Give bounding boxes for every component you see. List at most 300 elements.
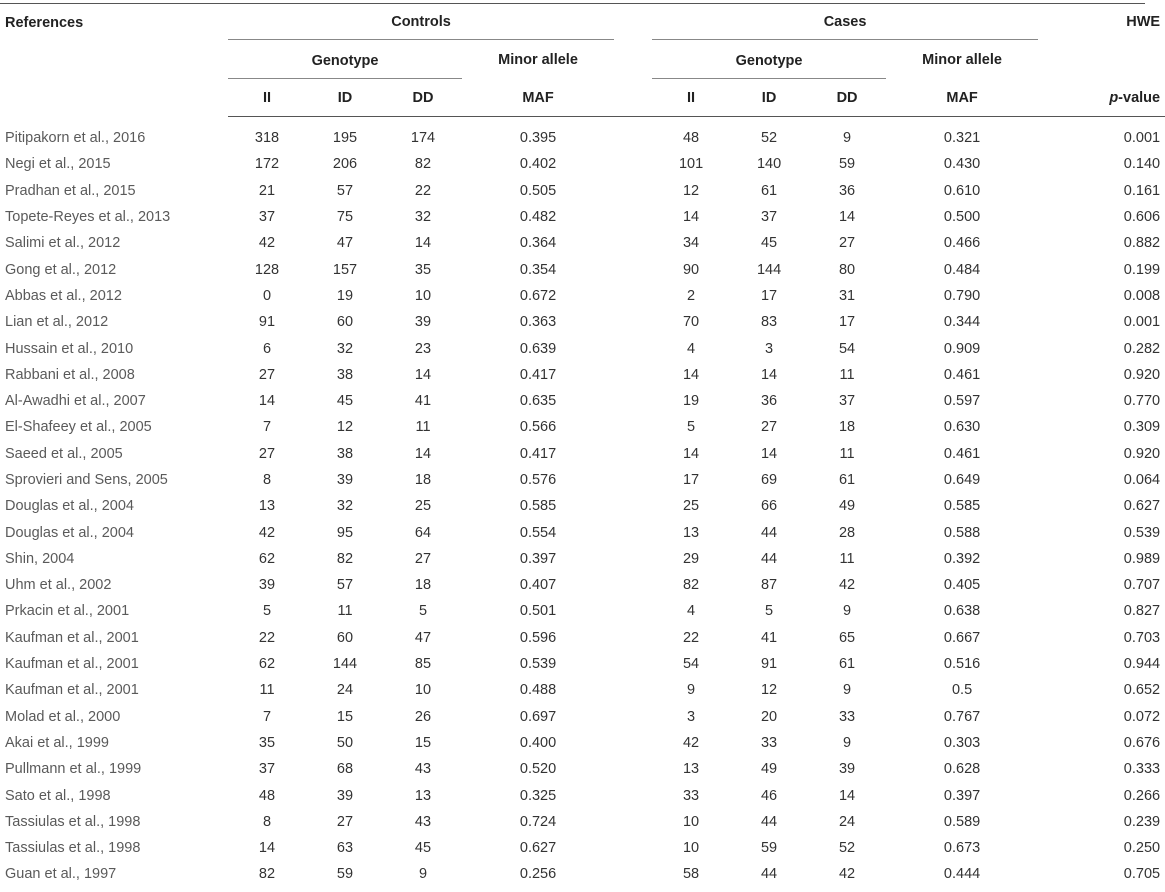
p-suffix: -value xyxy=(1118,90,1161,106)
controls-id-cell: 60 xyxy=(336,629,354,646)
controls-ii-cell: 27 xyxy=(258,445,276,462)
table-row xyxy=(0,309,1165,335)
cases-maf-cell: 0.649 xyxy=(943,472,981,488)
controls-dd-cell: 23 xyxy=(414,340,432,357)
controls-maf-cell: 0.402 xyxy=(519,156,557,173)
controls-maf-cell: 0.488 xyxy=(519,682,557,699)
reference-cell: Pradhan et al., 2015 xyxy=(5,182,136,199)
cases-maf-cell: 0.597 xyxy=(943,393,981,410)
controls-ii-cell: 91 xyxy=(258,314,276,331)
table-row xyxy=(0,861,1165,887)
controls-dd-cell: 18 xyxy=(414,577,432,594)
cases-dd-cell: 24 xyxy=(838,813,856,830)
controls-maf-header: MAF xyxy=(462,80,614,117)
cases-dd-cell: 27 xyxy=(838,235,856,252)
cases-id-cell: 44 xyxy=(760,550,778,567)
controls-id-cell: 59 xyxy=(336,866,354,883)
cases-maf-cell: 0.5 xyxy=(951,682,973,699)
table-row xyxy=(0,414,1165,440)
cases-ii-cell: 29 xyxy=(682,550,700,567)
cases-ii-cell: 10 xyxy=(682,813,700,830)
reference-cell: Akai et al., 1999 xyxy=(5,734,109,751)
controls-id-cell: 45 xyxy=(336,393,354,410)
hwe-p-value-cell: 0.707 xyxy=(1123,577,1161,594)
reference-cell: El-Shafeey et al., 2005 xyxy=(5,419,152,436)
cases-ii-cell: 58 xyxy=(682,866,700,883)
cases-maf-cell: 0.610 xyxy=(943,182,981,199)
reference-cell: Tassiulas et al., 1998 xyxy=(5,840,141,857)
cases-id-cell: 52 xyxy=(760,130,778,147)
hwe-p-value-cell: 0.266 xyxy=(1123,787,1161,804)
cases-id-header: ID xyxy=(730,80,808,117)
controls-id-cell: 95 xyxy=(336,524,354,541)
hwe-p-value-cell: 0.989 xyxy=(1123,550,1161,567)
reference-cell: Tassiulas et al., 1998 xyxy=(5,813,141,830)
cases-dd-cell: 39 xyxy=(838,761,856,778)
table-row xyxy=(0,625,1165,651)
controls-id-cell: 27 xyxy=(336,813,354,830)
controls-dd-cell: 10 xyxy=(414,287,432,304)
reference-cell: Douglas et al., 2004 xyxy=(5,498,134,515)
controls-ii-cell: 42 xyxy=(258,524,276,541)
table-row xyxy=(0,178,1165,204)
controls-dd-cell: 82 xyxy=(414,156,432,173)
controls-dd-cell: 14 xyxy=(414,366,432,383)
reference-cell: Sprovieri and Sens, 2005 xyxy=(5,472,168,488)
controls-id-cell: 50 xyxy=(336,734,354,751)
cases-maf-cell: 0.461 xyxy=(943,366,981,383)
cases-dd-cell: 11 xyxy=(839,366,855,383)
reference-cell: Guan et al., 1997 xyxy=(5,866,117,883)
reference-cell: Shin, 2004 xyxy=(5,550,75,567)
cases-id-cell: 27 xyxy=(760,419,778,436)
genotype-table xyxy=(0,4,1165,888)
cases-dd-cell: 28 xyxy=(838,524,856,541)
controls-maf-cell: 0.501 xyxy=(519,603,557,620)
cases-ii-cell: 17 xyxy=(682,472,700,488)
hwe-p-value-cell: 0.606 xyxy=(1123,209,1161,226)
cases-ii-cell: 13 xyxy=(682,524,700,541)
reference-cell: Lian et al., 2012 xyxy=(5,314,109,331)
controls-dd-cell: 27 xyxy=(414,550,432,567)
controls-dd-cell: 32 xyxy=(414,209,432,226)
cases-dd-cell: 33 xyxy=(838,708,856,725)
table-row xyxy=(0,204,1165,230)
controls-dd-cell: 10 xyxy=(414,682,432,699)
table-row xyxy=(0,598,1165,624)
p-italic: p xyxy=(1109,90,1119,106)
controls-maf-cell: 0.363 xyxy=(519,314,557,331)
cases-ii-cell: 5 xyxy=(687,419,696,436)
cases-id-cell: 14 xyxy=(760,366,778,383)
controls-ii-cell: 172 xyxy=(254,156,280,173)
controls-maf-cell: 0.724 xyxy=(519,813,557,830)
controls-ii-cell: 27 xyxy=(258,366,276,383)
cases-ii-cell: 4 xyxy=(687,340,696,357)
controls-minor-allele-header: Minor allele xyxy=(498,52,578,68)
table-row xyxy=(0,388,1165,414)
hwe-header: HWE xyxy=(1126,14,1161,30)
cases-dd-cell: 9 xyxy=(843,734,852,751)
table-row xyxy=(0,546,1165,572)
controls-dd-cell: 39 xyxy=(414,314,432,331)
cases-ii-cell: 4 xyxy=(687,603,696,620)
controls-dd-cell: 35 xyxy=(414,261,432,278)
cases-ii-cell: 82 xyxy=(682,577,700,594)
table-row xyxy=(0,677,1165,703)
cases-id-cell: 59 xyxy=(760,840,778,857)
cases-dd-cell: 11 xyxy=(839,445,855,462)
cases-maf-cell: 0.630 xyxy=(943,419,981,436)
cases-ii-cell: 14 xyxy=(682,445,700,462)
controls-ii-cell: 35 xyxy=(258,734,276,751)
controls-dd-cell: 11 xyxy=(415,419,431,436)
hwe-p-value-cell: 0.239 xyxy=(1123,813,1161,830)
controls-maf-cell: 0.256 xyxy=(519,866,557,883)
hwe-p-value-cell: 0.309 xyxy=(1123,419,1161,436)
reference-cell: Gong et al., 2012 xyxy=(5,261,117,278)
cases-minor-allele-header: Minor allele xyxy=(922,52,1002,68)
controls-id-cell: 206 xyxy=(332,156,358,173)
hwe-p-value-cell: 0.676 xyxy=(1123,734,1161,751)
cases-maf-cell: 0.588 xyxy=(943,524,981,541)
cases-id-cell: 5 xyxy=(765,603,774,620)
table-row xyxy=(0,835,1165,861)
cases-ii-cell: 48 xyxy=(682,130,700,147)
cases-dd-cell: 80 xyxy=(838,261,856,278)
cases-dd-cell: 17 xyxy=(838,314,856,331)
controls-maf-cell: 0.554 xyxy=(519,524,557,541)
controls-maf-cell: 0.417 xyxy=(519,366,557,383)
reference-cell: Uhm et al., 2002 xyxy=(5,577,112,594)
controls-header: Controls xyxy=(228,4,614,40)
cases-ii-cell: 101 xyxy=(678,156,704,173)
table-row xyxy=(0,704,1165,730)
hwe-p-value-cell: 0.140 xyxy=(1123,156,1161,173)
controls-id-cell: 68 xyxy=(336,761,354,778)
controls-dd-cell: 47 xyxy=(414,629,432,646)
controls-maf-cell: 0.697 xyxy=(519,708,557,725)
cases-maf-cell: 0.909 xyxy=(943,340,981,357)
cases-id-cell: 44 xyxy=(760,813,778,830)
cases-dd-cell: 61 xyxy=(838,472,856,488)
cases-id-cell: 140 xyxy=(756,156,782,173)
controls-id-cell: 57 xyxy=(336,577,354,594)
cases-dd-cell: 61 xyxy=(838,656,856,673)
hwe-p-value-cell: 0.161 xyxy=(1123,182,1161,199)
controls-maf-cell: 0.576 xyxy=(519,472,557,488)
cases-ii-cell: 90 xyxy=(682,261,700,278)
cases-ii-cell: 42 xyxy=(682,734,700,751)
controls-id-cell: 63 xyxy=(336,840,354,857)
cases-dd-cell: 11 xyxy=(839,550,855,567)
controls-dd-cell: 5 xyxy=(418,603,428,620)
controls-maf-cell: 0.364 xyxy=(519,235,557,252)
controls-dd-cell: 43 xyxy=(414,813,432,830)
cases-ii-cell: 34 xyxy=(682,235,700,252)
cases-ii-cell: 12 xyxy=(682,182,700,199)
cases-maf-cell: 0.392 xyxy=(943,550,981,567)
cases-maf-cell: 0.667 xyxy=(943,629,981,646)
reference-cell: Negi et al., 2015 xyxy=(5,156,111,173)
cases-maf-header: MAF xyxy=(886,80,1038,117)
controls-dd-cell: 22 xyxy=(414,182,432,199)
cases-id-cell: 69 xyxy=(760,472,778,488)
cases-id-cell: 66 xyxy=(760,498,778,515)
controls-maf-cell: 0.596 xyxy=(519,629,557,646)
cases-maf-cell: 0.461 xyxy=(943,445,981,462)
cases-maf-cell: 0.500 xyxy=(943,209,981,226)
controls-ii-cell: 62 xyxy=(258,550,276,567)
reference-cell: Rabbani et al., 2008 xyxy=(5,366,135,383)
controls-maf-cell: 0.400 xyxy=(519,734,557,751)
controls-maf-cell: 0.397 xyxy=(519,550,557,567)
hwe-p-value-cell: 0.199 xyxy=(1123,261,1161,278)
cases-id-cell: 91 xyxy=(760,656,778,673)
cases-dd-cell: 36 xyxy=(838,182,856,199)
controls-id-cell: 38 xyxy=(336,366,354,383)
cases-genotype-header: Genotype xyxy=(652,42,886,79)
controls-maf-cell: 0.505 xyxy=(519,182,557,199)
reference-cell: Douglas et al., 2004 xyxy=(5,524,134,541)
cases-ii-cell: 10 xyxy=(682,840,700,857)
cases-dd-header: DD xyxy=(808,80,886,117)
hwe-p-value-cell: 0.250 xyxy=(1123,840,1161,857)
hwe-p-value-cell: 0.920 xyxy=(1123,366,1161,383)
controls-id-cell: 11 xyxy=(337,603,353,620)
reference-cell: Kaufman et al., 2001 xyxy=(5,682,139,699)
col-references: References xyxy=(5,15,84,31)
controls-dd-header: DD xyxy=(384,80,462,117)
cases-dd-cell: 9 xyxy=(843,682,852,699)
hwe-p-value-cell: 0.333 xyxy=(1123,761,1161,778)
hwe-p-value-cell: 0.282 xyxy=(1123,340,1161,357)
controls-ii-cell: 8 xyxy=(262,813,272,830)
cases-maf-cell: 0.405 xyxy=(943,577,981,594)
cases-id-cell: 36 xyxy=(760,393,778,410)
controls-dd-cell: 41 xyxy=(414,393,432,410)
controls-maf-cell: 0.354 xyxy=(519,261,557,278)
cases-id-cell: 44 xyxy=(760,524,778,541)
controls-maf-cell: 0.395 xyxy=(519,130,557,147)
cases-maf-cell: 0.430 xyxy=(943,156,981,173)
hwe-p-value-cell: 0.944 xyxy=(1123,656,1161,673)
controls-dd-cell: 43 xyxy=(414,761,432,778)
reference-cell: Al-Awadhi et al., 2007 xyxy=(5,393,146,410)
controls-id-header: ID xyxy=(306,80,384,117)
cases-id-cell: 3 xyxy=(765,340,774,357)
cases-id-cell: 144 xyxy=(756,261,782,278)
table-row xyxy=(0,782,1165,808)
controls-ii-cell: 7 xyxy=(262,419,272,436)
controls-maf-cell: 0.639 xyxy=(519,340,557,357)
table-row xyxy=(0,441,1165,467)
controls-ii-header: II xyxy=(228,80,306,117)
controls-id-cell: 57 xyxy=(336,182,354,199)
controls-id-cell: 144 xyxy=(332,656,358,673)
reference-cell: Molad et al., 2000 xyxy=(5,708,121,725)
cases-ii-cell: 22 xyxy=(682,629,700,646)
cases-maf-cell: 0.303 xyxy=(943,734,981,751)
controls-ii-cell: 22 xyxy=(258,629,276,646)
cases-dd-cell: 52 xyxy=(838,840,856,857)
controls-ii-cell: 39 xyxy=(258,577,276,594)
controls-dd-cell: 85 xyxy=(414,656,432,673)
hwe-p-value-cell: 0.072 xyxy=(1123,708,1161,725)
hwe-p-value-cell: 0.539 xyxy=(1123,524,1161,541)
table-row xyxy=(0,651,1165,677)
cases-id-cell: 46 xyxy=(760,787,778,804)
cases-dd-cell: 18 xyxy=(838,419,856,436)
cases-ii-cell: 14 xyxy=(682,209,700,226)
cases-ii-header: II xyxy=(652,80,730,117)
controls-ii-cell: 13 xyxy=(258,498,276,515)
controls-id-cell: 38 xyxy=(336,445,354,462)
controls-dd-cell: 45 xyxy=(414,840,432,857)
controls-id-cell: 195 xyxy=(332,130,358,147)
cases-id-cell: 12 xyxy=(760,682,778,699)
controls-ii-cell: 5 xyxy=(262,603,272,620)
cases-maf-cell: 0.466 xyxy=(943,235,981,252)
table-row xyxy=(0,230,1165,256)
cases-ii-cell: 9 xyxy=(687,682,696,699)
cases-dd-cell: 49 xyxy=(838,498,856,515)
controls-maf-cell: 0.407 xyxy=(519,577,557,594)
controls-dd-cell: 13 xyxy=(414,787,432,804)
controls-maf-cell: 0.566 xyxy=(519,419,557,436)
cases-ii-cell: 14 xyxy=(682,366,700,383)
cases-id-cell: 87 xyxy=(760,577,778,594)
hwe-p-value-cell: 0.008 xyxy=(1123,287,1161,304)
cases-maf-cell: 0.484 xyxy=(943,261,981,278)
cases-id-cell: 45 xyxy=(760,235,778,252)
table-row xyxy=(0,519,1165,545)
controls-dd-cell: 14 xyxy=(414,235,432,252)
cases-id-cell: 37 xyxy=(760,209,778,226)
controls-ii-cell: 7 xyxy=(262,708,272,725)
cases-ii-cell: 3 xyxy=(687,708,696,725)
hwe-p-value-cell: 0.827 xyxy=(1123,603,1161,620)
cases-id-cell: 49 xyxy=(760,761,778,778)
cases-id-cell: 41 xyxy=(760,629,778,646)
cases-dd-cell: 37 xyxy=(838,393,856,410)
cases-ii-cell: 2 xyxy=(687,287,696,304)
table-row xyxy=(0,572,1165,598)
controls-maf-cell: 0.627 xyxy=(519,840,557,857)
controls-ii-cell: 11 xyxy=(259,682,275,699)
hwe-p-value-cell: 0.001 xyxy=(1123,130,1161,147)
controls-id-cell: 47 xyxy=(336,235,354,252)
controls-ii-cell: 14 xyxy=(258,840,276,857)
controls-maf-cell: 0.635 xyxy=(519,393,557,410)
hwe-p-value-cell: 0.882 xyxy=(1123,235,1161,252)
cases-dd-cell: 65 xyxy=(838,629,856,646)
cases-ii-cell: 13 xyxy=(682,761,700,778)
table-row xyxy=(0,335,1165,361)
cases-ii-cell: 33 xyxy=(682,787,700,804)
controls-id-cell: 157 xyxy=(332,261,358,278)
reference-cell: Hussain et al., 2010 xyxy=(5,340,134,357)
cases-id-cell: 61 xyxy=(760,182,778,199)
controls-dd-cell: 25 xyxy=(414,498,432,515)
controls-ii-cell: 62 xyxy=(258,656,276,673)
controls-dd-cell: 26 xyxy=(414,708,432,725)
table-row xyxy=(0,730,1165,756)
cases-dd-cell: 14 xyxy=(838,787,856,804)
table-header xyxy=(0,4,1165,117)
reference-cell: Topete-Reyes et al., 2013 xyxy=(5,209,171,226)
cases-dd-cell: 42 xyxy=(838,866,856,883)
cases-id-cell: 17 xyxy=(760,287,778,304)
cases-maf-cell: 0.589 xyxy=(943,813,981,830)
cases-maf-cell: 0.628 xyxy=(943,761,981,778)
controls-ii-cell: 42 xyxy=(258,235,276,252)
hwe-p-value-cell: 0.703 xyxy=(1123,629,1161,646)
hwe-p-value-cell: 0.920 xyxy=(1123,445,1161,462)
reference-cell: Prkacin et al., 2001 xyxy=(5,603,130,620)
controls-ii-cell: 82 xyxy=(258,866,276,883)
controls-maf-cell: 0.520 xyxy=(519,761,557,778)
controls-id-cell: 19 xyxy=(336,287,354,304)
controls-dd-cell: 64 xyxy=(414,524,432,541)
hwe-p-value-cell: 0.652 xyxy=(1123,682,1161,699)
controls-dd-cell: 9 xyxy=(418,866,428,883)
reference-cell: Kaufman et al., 2001 xyxy=(5,629,139,646)
cases-id-cell: 20 xyxy=(760,708,778,725)
controls-maf-cell: 0.672 xyxy=(519,287,557,304)
controls-id-cell: 39 xyxy=(336,787,354,804)
cases-ii-cell: 19 xyxy=(682,393,700,410)
controls-ii-cell: 8 xyxy=(262,472,272,488)
controls-ii-cell: 37 xyxy=(258,209,276,226)
cases-maf-cell: 0.344 xyxy=(943,314,981,331)
controls-id-cell: 82 xyxy=(336,550,354,567)
cases-ii-cell: 54 xyxy=(682,656,700,673)
controls-ii-cell: 48 xyxy=(258,787,276,804)
cases-maf-cell: 0.638 xyxy=(943,603,981,620)
controls-dd-cell: 15 xyxy=(414,734,432,751)
hwe-p-value-cell: 0.064 xyxy=(1123,472,1161,488)
cases-id-cell: 33 xyxy=(760,734,778,751)
controls-maf-cell: 0.482 xyxy=(519,209,557,226)
table-row xyxy=(0,809,1165,835)
cases-dd-cell: 54 xyxy=(838,340,856,357)
cases-dd-cell: 9 xyxy=(843,130,852,147)
cases-id-cell: 14 xyxy=(760,445,778,462)
controls-ii-cell: 0 xyxy=(262,287,272,304)
p-value-header xyxy=(1038,80,1165,117)
table-row xyxy=(0,756,1165,782)
table-row xyxy=(0,362,1165,388)
controls-genotype-header: Genotype xyxy=(228,42,462,79)
cases-maf-cell: 0.790 xyxy=(943,287,981,304)
table-row xyxy=(0,151,1165,177)
cases-maf-cell: 0.516 xyxy=(943,656,981,673)
controls-ii-cell: 14 xyxy=(258,393,276,410)
table-row xyxy=(0,283,1165,309)
reference-cell: Pitipakorn et al., 2016 xyxy=(5,130,146,147)
cases-maf-cell: 0.673 xyxy=(943,840,981,857)
controls-dd-cell: 174 xyxy=(410,130,436,147)
table-row xyxy=(0,256,1165,282)
hwe-p-value-cell: 0.001 xyxy=(1123,314,1161,331)
controls-ii-cell: 318 xyxy=(254,130,280,147)
cases-maf-cell: 0.585 xyxy=(943,498,981,515)
hwe-p-value-cell: 0.627 xyxy=(1123,498,1161,515)
cases-ii-cell: 70 xyxy=(682,314,700,331)
table-row xyxy=(0,493,1165,519)
controls-id-cell: 60 xyxy=(336,314,354,331)
